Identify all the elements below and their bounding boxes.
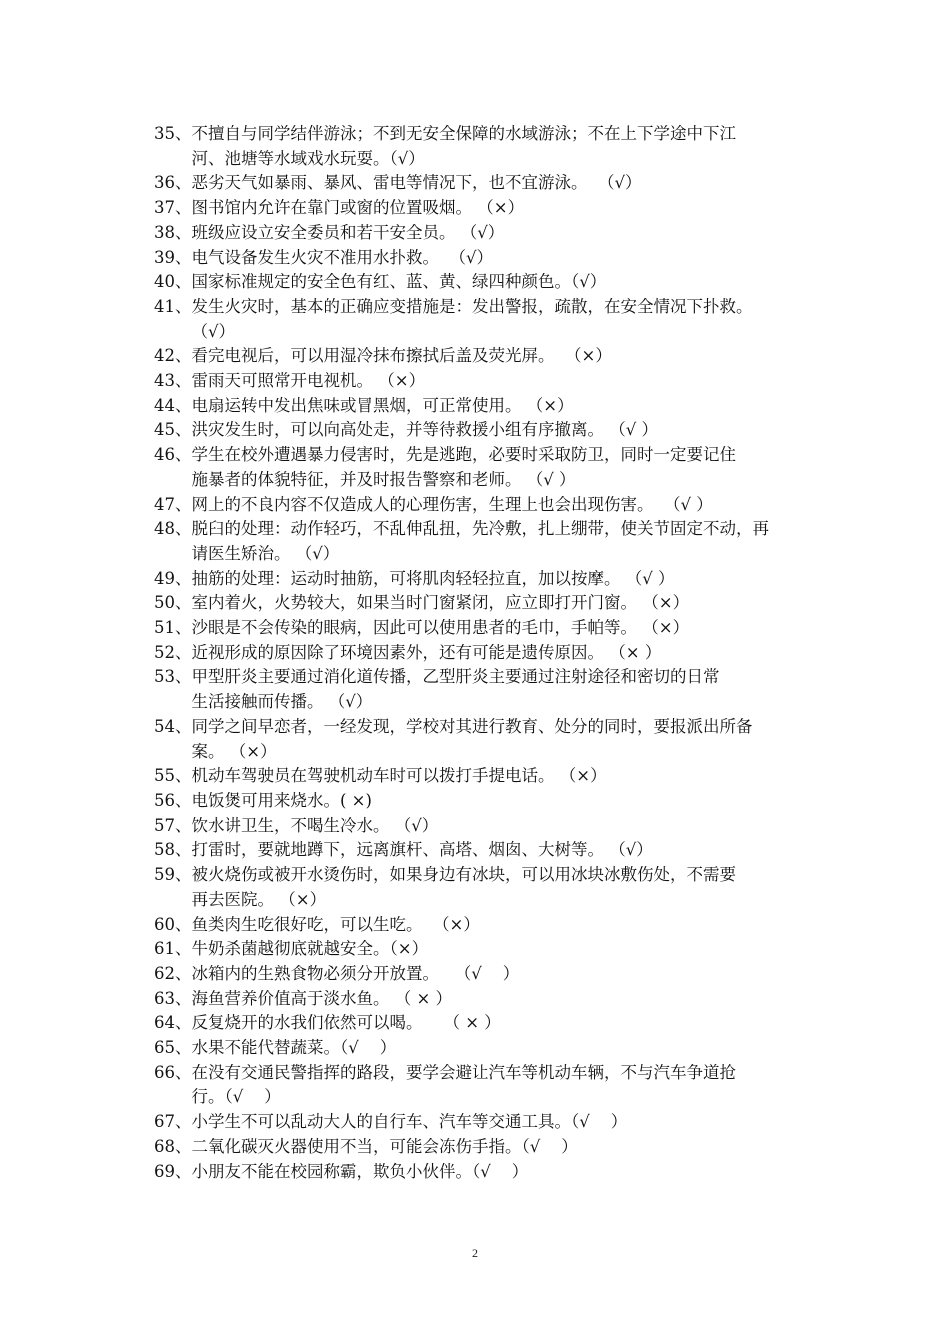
item-text xyxy=(192,1135,821,1160)
item-separator: 、 xyxy=(175,371,192,391)
item-separator: 、 xyxy=(175,124,192,143)
list-item xyxy=(140,171,820,196)
list-item xyxy=(140,789,820,814)
item-text-line: 海鱼营养价值高于淡水鱼。 （ × ） xyxy=(191,988,453,1008)
item-text-line: 同学之间早恋者，一经发现，学校对其进行教育、处分的同时，要报派出所备 xyxy=(191,716,753,736)
list-item xyxy=(140,567,820,592)
list-item xyxy=(140,1160,820,1185)
list-item xyxy=(140,246,820,271)
item-text xyxy=(192,764,821,789)
item-number: 65 xyxy=(154,1038,175,1058)
item-text xyxy=(192,1036,821,1061)
item-separator: 、 xyxy=(175,519,192,539)
item-separator: 、 xyxy=(175,1038,192,1058)
item-number: 38 xyxy=(154,222,175,242)
list-item xyxy=(140,814,820,839)
list-item xyxy=(140,764,820,789)
item-text-line: 沙眼是不会传染的眼病，因此可以使用患者的毛巾，手帕等。 （×） xyxy=(191,618,690,638)
item-number: 60 xyxy=(154,914,175,934)
list-item xyxy=(140,517,820,566)
item-text xyxy=(192,814,821,839)
item-text-line: 行。（√ ） xyxy=(191,1087,281,1107)
item-separator: 、 xyxy=(175,815,192,835)
item-separator: 、 xyxy=(175,716,192,736)
item-text xyxy=(192,987,821,1012)
item-text-line: 看完电视后，可以用湿冷抹布擦拭后盖及荧光屏。 （×） xyxy=(191,346,612,366)
list-item xyxy=(140,122,820,171)
item-number: 43 xyxy=(154,371,175,391)
item-text xyxy=(192,196,821,221)
list-item xyxy=(140,863,820,912)
item-number: 51 xyxy=(154,618,175,638)
item-text-line: 鱼类肉生吃很好吃，可以生吃。 （×） xyxy=(191,914,480,934)
item-text-line: 打雷时，要就地蹲下，远离旗杆、高塔、烟囱、大树等。 （√） xyxy=(191,840,653,860)
list-item xyxy=(140,295,820,344)
item-text-line: 甲型肝炎主要通过消化道传播，乙型肝炎主要通过注射途径和密切的日常 xyxy=(191,667,720,687)
item-text xyxy=(192,913,821,938)
item-number: 44 xyxy=(154,395,175,415)
list-item xyxy=(140,418,820,443)
item-number: 67 xyxy=(154,1112,175,1132)
list-item xyxy=(140,394,820,419)
item-text-line: 牛奶杀菌越彻底就越安全。（×） xyxy=(191,939,429,959)
item-text xyxy=(192,715,821,764)
item-separator: 、 xyxy=(175,494,192,514)
item-text-line: 小学生不可以乱动大人的自行车、汽车等交通工具。（√ ） xyxy=(191,1112,628,1132)
item-text-line: 水果不能代替蔬菜。（√ ） xyxy=(191,1038,397,1058)
item-separator: 、 xyxy=(175,766,192,786)
item-number: 50 xyxy=(154,593,175,613)
question-list xyxy=(140,122,820,1184)
item-number: 39 xyxy=(154,247,175,267)
item-text xyxy=(192,641,821,666)
item-text-line: 恶劣天气如暴雨、暴风、雷电等情况下，也不宜游泳。 （√） xyxy=(191,173,642,193)
item-text-line: （√） xyxy=(191,321,236,341)
item-text xyxy=(192,1160,821,1185)
item-number: 42 xyxy=(154,346,175,366)
item-text-line: 被火烧伤或被开水烫伤时，如果身边有冰块，可以用冰块冰敷伤处，不需要 xyxy=(191,865,736,885)
item-text xyxy=(192,591,821,616)
item-separator: 、 xyxy=(175,667,192,687)
item-text xyxy=(192,1061,821,1110)
item-text-line: 冰箱内的生熟食物必须分开放置。 （√ ） xyxy=(191,963,520,983)
item-text xyxy=(192,838,821,863)
item-text-line: 室内着火，火势较大，如果当时门窗紧闭，应立即打开门窗。 （×） xyxy=(191,593,690,613)
item-separator: 、 xyxy=(175,247,192,267)
item-text xyxy=(192,246,821,271)
item-text-line: 网上的不良内容不仅造成人的心理伤害，生理上也会出现伤害。 （√ ） xyxy=(191,494,713,514)
item-text-line: 再去医院。 （×） xyxy=(191,889,327,909)
item-text-line: 国家标准规定的安全色有红、蓝、黄、绿四种颜色。（√） xyxy=(191,272,607,292)
list-item xyxy=(140,1061,820,1110)
item-number: 35 xyxy=(154,124,175,143)
item-text-line: 不擅自与同学结伴游泳；不到无安全保障的水域游泳；不在上下学途中下江 xyxy=(191,124,736,143)
item-number: 68 xyxy=(154,1136,175,1156)
item-text-line: 施暴者的体貌特征，并及时报告警察和老师。 （√ ） xyxy=(191,469,576,489)
list-item xyxy=(140,715,820,764)
list-item xyxy=(140,616,820,641)
list-item xyxy=(140,591,820,616)
item-separator: 、 xyxy=(175,840,192,860)
item-separator: 、 xyxy=(175,1062,192,1082)
item-separator: 、 xyxy=(175,173,192,193)
item-text xyxy=(192,295,821,344)
item-text xyxy=(192,270,821,295)
item-separator: 、 xyxy=(175,296,192,316)
item-text xyxy=(192,863,821,912)
list-item xyxy=(140,493,820,518)
list-item xyxy=(140,838,820,863)
item-separator: 、 xyxy=(175,1161,192,1181)
item-text xyxy=(192,665,821,714)
item-text-line: 电饭煲可用来烧水。( ×) xyxy=(191,790,372,810)
item-number: 57 xyxy=(154,815,175,835)
item-text xyxy=(192,344,821,369)
item-separator: 、 xyxy=(175,618,192,638)
item-separator: 、 xyxy=(175,865,192,885)
list-item xyxy=(140,913,820,938)
list-item xyxy=(140,369,820,394)
item-text-line: 抽筋的处理：运动时抽筋，可将肌肉轻轻拉直，加以按摩。 （√ ） xyxy=(191,568,675,588)
item-number: 64 xyxy=(154,1013,175,1033)
item-text xyxy=(192,221,821,246)
item-number: 37 xyxy=(154,198,175,218)
list-item xyxy=(140,196,820,221)
item-text-line: 洪灾发生时，可以向高处走，并等待救援小组有序撤离。 （√ ） xyxy=(191,420,659,440)
item-text-line: 脱臼的处理：动作轻巧，不乱伸乱扭，先冷敷，扎上绷带，使关节固定不动，再 xyxy=(191,519,769,539)
list-item xyxy=(140,937,820,962)
item-text-line: 近视形成的原因除了环境因素外，还有可能是遗传原因。 （× ） xyxy=(191,642,662,662)
list-item xyxy=(140,1135,820,1160)
item-number: 45 xyxy=(154,420,175,440)
list-item xyxy=(140,344,820,369)
list-item xyxy=(140,221,820,246)
item-separator: 、 xyxy=(175,642,192,662)
item-text xyxy=(192,567,821,592)
list-item xyxy=(140,641,820,666)
item-number: 52 xyxy=(154,642,175,662)
item-text xyxy=(192,394,821,419)
item-separator: 、 xyxy=(175,395,192,415)
item-text xyxy=(192,493,821,518)
item-text-line: 河、池塘等水域戏水玩耍。（√） xyxy=(191,148,425,168)
item-text-line: 班级应设立安全委员和若干安全员。 （√） xyxy=(191,222,505,242)
item-number: 62 xyxy=(154,963,175,983)
item-number: 48 xyxy=(154,519,175,539)
item-text xyxy=(192,122,821,171)
item-separator: 、 xyxy=(175,988,192,1008)
item-text-line: 学生在校外遭遇暴力侵害时，先是逃跑，必要时采取防卫，同时一定要记住 xyxy=(191,445,736,465)
list-item xyxy=(140,270,820,295)
item-text xyxy=(192,1011,821,1036)
item-text-line: 案。 （×） xyxy=(191,741,277,761)
item-text-line: 电扇运转中发出焦味或冒黑烟，可正常使用。 （×） xyxy=(191,395,574,415)
item-text xyxy=(192,171,821,196)
item-number: 41 xyxy=(154,296,175,316)
item-number: 36 xyxy=(154,173,175,193)
item-number: 46 xyxy=(154,445,175,465)
item-separator: 、 xyxy=(175,445,192,465)
item-number: 66 xyxy=(154,1062,175,1082)
list-item xyxy=(140,1110,820,1135)
item-separator: 、 xyxy=(175,198,192,218)
item-text xyxy=(192,443,821,492)
item-separator: 、 xyxy=(175,222,192,242)
list-item xyxy=(140,987,820,1012)
item-number: 55 xyxy=(154,766,175,786)
item-text-line: 发生火灾时，基本的正确应变措施是：发出警报，疏散，在安全情况下扑救。 xyxy=(191,296,753,316)
item-text-line: 图书馆内允许在靠门或窗的位置吸烟。 （×） xyxy=(191,198,525,218)
item-number: 61 xyxy=(154,939,175,959)
item-number: 49 xyxy=(154,568,175,588)
item-text-line: 雷雨天可照常开电视机。 （×） xyxy=(191,371,426,391)
item-separator: 、 xyxy=(175,1112,192,1132)
item-text xyxy=(192,962,821,987)
item-text-line: 电气设备发生火灾不准用水扑救。 （√） xyxy=(191,247,494,267)
item-number: 47 xyxy=(154,494,175,514)
list-item xyxy=(140,1036,820,1061)
item-text xyxy=(192,369,821,394)
item-text xyxy=(192,418,821,443)
item-text xyxy=(192,1110,821,1135)
item-text-line: 生活接触而传播。 （√） xyxy=(191,692,373,712)
item-number: 54 xyxy=(154,716,175,736)
item-separator: 、 xyxy=(175,914,192,934)
item-number: 69 xyxy=(154,1161,175,1181)
list-item xyxy=(140,1011,820,1036)
item-number: 59 xyxy=(154,865,175,885)
item-separator: 、 xyxy=(175,420,192,440)
item-text-line: 反复烧开的水我们依然可以喝。 （ × ） xyxy=(191,1013,501,1033)
list-item xyxy=(140,665,820,714)
item-text-line: 机动车驾驶员在驾驶机动车时可以拨打手提电话。 （×） xyxy=(191,766,607,786)
item-separator: 、 xyxy=(175,272,192,292)
item-number: 40 xyxy=(154,272,175,292)
list-item xyxy=(140,443,820,492)
item-text-line: 请医生矫治。 （√） xyxy=(191,543,340,563)
item-text xyxy=(192,517,821,566)
item-text xyxy=(192,789,821,814)
item-number: 53 xyxy=(154,667,175,687)
item-separator: 、 xyxy=(175,593,192,613)
item-separator: 、 xyxy=(175,1013,192,1033)
item-separator: 、 xyxy=(175,346,192,366)
item-number: 63 xyxy=(154,988,175,1008)
item-number: 58 xyxy=(154,840,175,860)
item-text-line: 饮水讲卫生，不喝生冷水。 （√） xyxy=(191,815,439,835)
item-text xyxy=(192,616,821,641)
item-number: 56 xyxy=(154,790,175,810)
page-number: 2 xyxy=(472,1246,478,1260)
item-text-line: 二氧化碳灭火器使用不当，可能会冻伤手指。（√ ） xyxy=(191,1136,578,1156)
item-text xyxy=(192,937,821,962)
item-separator: 、 xyxy=(175,963,192,983)
item-separator: 、 xyxy=(175,939,192,959)
item-separator: 、 xyxy=(175,568,192,588)
item-text-line: 在没有交通民警指挥的路段，要学会避让汽车等机动车辆，不与汽车争道抢 xyxy=(191,1062,736,1082)
item-text-line: 小朋友不能在校园称霸，欺负小伙伴。（√ ） xyxy=(191,1161,529,1181)
list-item xyxy=(140,962,820,987)
item-separator: 、 xyxy=(175,1136,192,1156)
item-separator: 、 xyxy=(175,790,192,810)
